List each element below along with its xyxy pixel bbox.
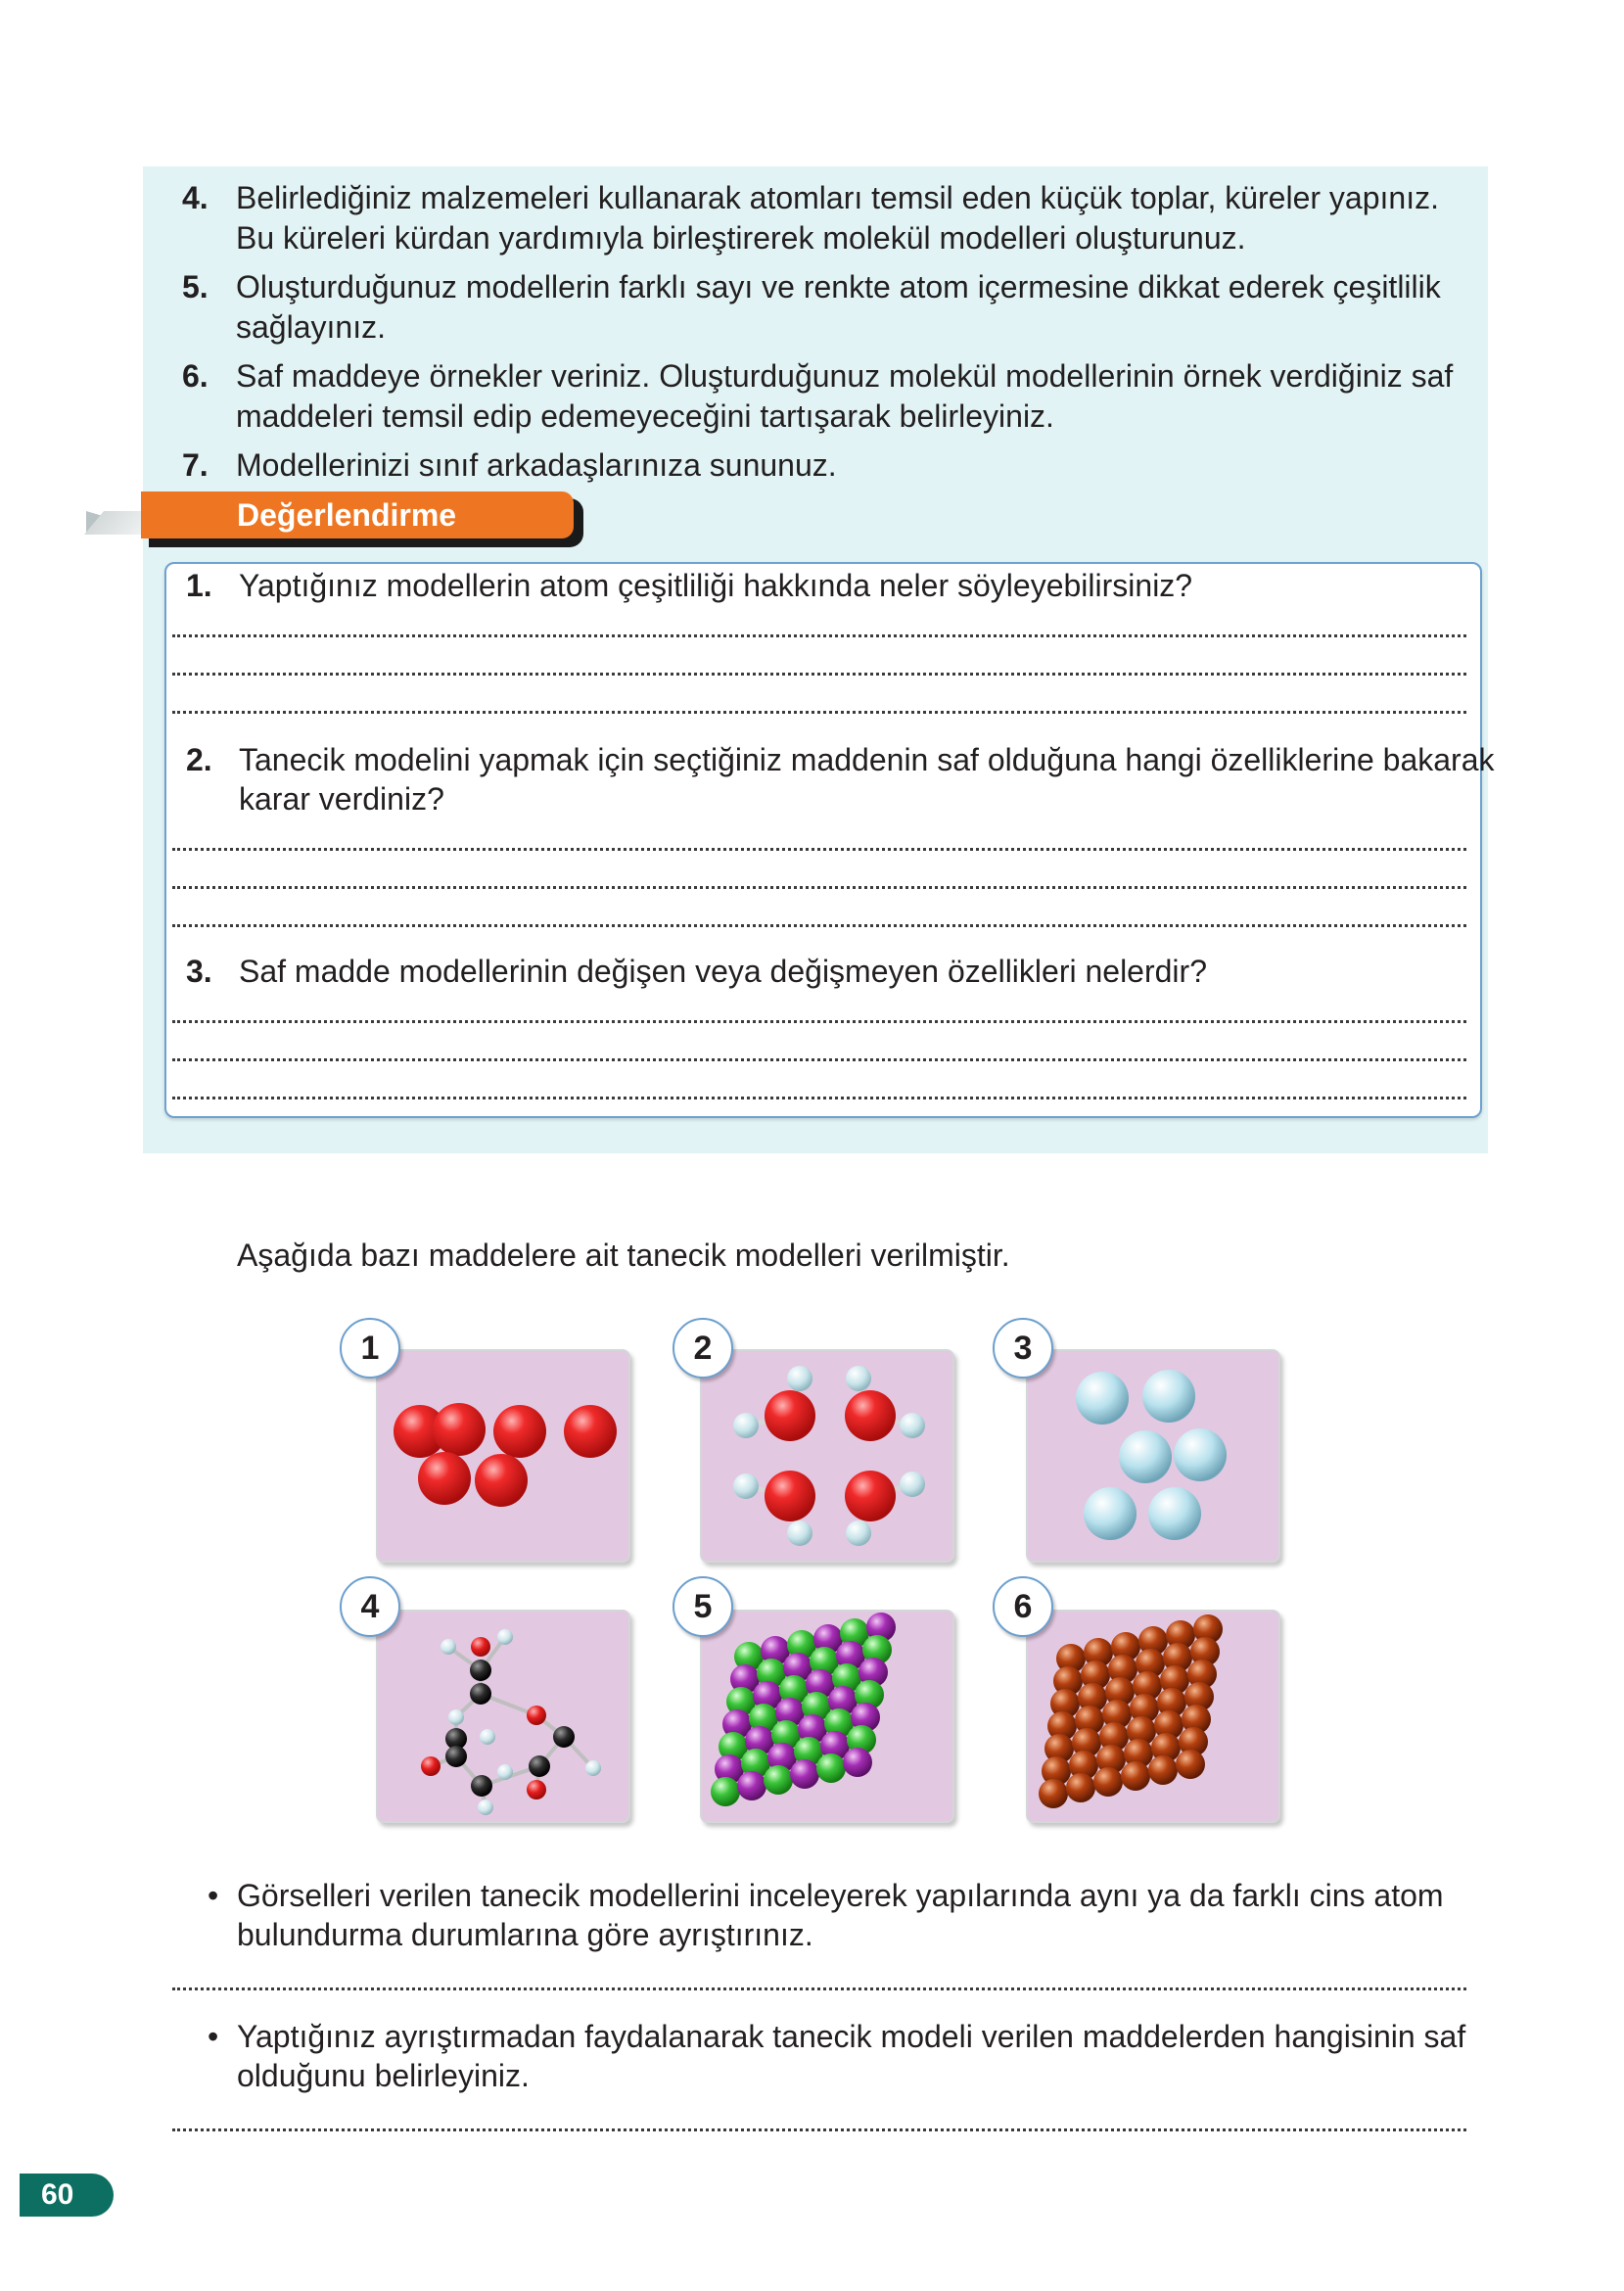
atom-red [564, 1405, 617, 1458]
models-intro: Aşağıda bazı maddelere ait tanecik modelleri verilmiştir. [237, 1238, 1010, 1273]
atom-hydrogen [733, 1473, 759, 1499]
step-text: Modellerinizi sınıf arkadaşlarınıza sununuz. [236, 447, 837, 483]
particle-model-3 [1026, 1349, 1280, 1563]
step-item [182, 356, 1474, 437]
atom-carbon [445, 1746, 467, 1767]
answer-line[interactable] [172, 1058, 1466, 1061]
step-number: 7. [182, 447, 209, 483]
atom-oxygen [421, 1756, 441, 1776]
model-number-badge: 3 [993, 1318, 1053, 1379]
atom-light [1148, 1487, 1201, 1540]
question-item [186, 566, 1511, 605]
particle-model-2 [700, 1349, 954, 1563]
atom-hydrogen [480, 1729, 495, 1745]
atom-hydrogen [585, 1760, 601, 1776]
answer-line[interactable] [172, 711, 1466, 714]
model-4-illustration [378, 1612, 628, 1821]
atom-oxygen [845, 1390, 896, 1441]
atom-copper [1148, 1755, 1178, 1785]
atom-hydrogen [497, 1629, 513, 1645]
model-number-badge: 6 [993, 1576, 1053, 1637]
step-text: Oluşturduğunuz modellerin farklı sayı ve renkte atom içermesine dikkat ederek çeşitlilik sağlayınız. [236, 269, 1441, 345]
atom-light [1119, 1430, 1172, 1483]
atom-oxygen [845, 1471, 896, 1521]
atom-hydrogen [900, 1413, 925, 1438]
model-number-badge: 2 [673, 1318, 733, 1379]
evaluation-box [164, 562, 1482, 1118]
atom-hydrogen [497, 1764, 513, 1780]
atom-purple [737, 1771, 766, 1800]
model-number-badge: 4 [340, 1576, 400, 1637]
atom-purple [790, 1759, 819, 1789]
model-1-illustration [378, 1351, 628, 1561]
atom-oxygen [527, 1780, 546, 1800]
answer-line[interactable] [172, 1987, 1466, 1990]
atom-carbon [529, 1755, 550, 1777]
atom-hydrogen [787, 1520, 812, 1546]
question-text: Yaptığınız modellerin atom çeşitliliği hakkında neler söyleyebilirsiniz? [239, 568, 1193, 603]
atom-red [475, 1454, 528, 1507]
atom-copper [1121, 1761, 1150, 1791]
atom-oxygen [765, 1390, 815, 1441]
atom-carbon [470, 1683, 491, 1705]
question-number: 3. [186, 954, 212, 989]
answer-line[interactable] [172, 1097, 1466, 1099]
answer-line[interactable] [172, 848, 1466, 851]
answer-line[interactable] [172, 673, 1466, 676]
atom-light [1084, 1487, 1137, 1540]
step-item [182, 267, 1474, 348]
atom-oxygen [765, 1471, 815, 1521]
answer-line[interactable] [172, 2128, 1466, 2131]
answer-line[interactable] [172, 1020, 1466, 1023]
model-5-illustration [702, 1612, 952, 1821]
atom-light [1174, 1428, 1227, 1481]
particle-model-1 [376, 1349, 630, 1563]
atom-carbon [553, 1726, 575, 1748]
atom-red [433, 1403, 486, 1456]
model-6-illustration [1028, 1612, 1278, 1821]
bullet-symbol: • [208, 1878, 219, 1913]
answer-line[interactable] [172, 634, 1466, 637]
atom-copper [1176, 1750, 1205, 1779]
atom-carbon [470, 1660, 491, 1681]
atom-purple [843, 1748, 872, 1777]
atom-oxygen [471, 1637, 490, 1657]
step-number: 5. [182, 269, 209, 304]
atom-hydrogen [733, 1413, 759, 1438]
task-bullet [208, 2017, 1509, 2095]
atom-hydrogen [787, 1366, 812, 1391]
activity-steps [182, 178, 1474, 494]
atom-hydrogen [846, 1520, 871, 1546]
question-text: Tanecik modelini yapmak için seçtiğiniz maddenin saf olduğuna hangi özelliklerine bakarak karar verdiniz? [239, 742, 1495, 817]
atom-light [1142, 1370, 1195, 1423]
task-text: Görselleri verilen tanecik modellerini inceleyerek yapılarında aynı ya da farklı cins atom bulundurma durumlarına göre ayrıştırınız. [237, 1878, 1444, 1952]
particle-model-6 [1026, 1610, 1280, 1823]
step-text: Saf maddeye örnekler veriniz. Oluşturduğunuz molekül modellerinin örnek verdiğiniz saf maddeleri temsil edip edemeyeceğini tartışarak belirleyiniz. [236, 358, 1454, 434]
task-text: Yaptığınız ayrıştırmadan faydalanarak tanecik modeli verilen maddelerden hangisinin saf olduğunu belirleyiniz. [237, 2019, 1466, 2093]
question-text: Saf madde modellerinin değişen veya değişmeyen özellikleri nelerdir? [239, 954, 1207, 989]
step-item [182, 178, 1474, 258]
atom-copper [1039, 1779, 1068, 1808]
atom-hydrogen [448, 1709, 464, 1725]
step-number: 6. [182, 358, 209, 394]
page-number: 60 [20, 2174, 114, 2217]
question-item [186, 740, 1511, 818]
atom-carbon [471, 1775, 492, 1797]
question-item [186, 952, 1511, 991]
step-text: Belirlediğiniz malzemeleri kullanarak atomları temsil eden küçük toplar, küreler yapınız. Bu küreleri kürdan yardımıyla birleştirerek molekül modelleri oluşturunuz. [236, 180, 1439, 256]
answer-line[interactable] [172, 886, 1466, 889]
atom-light [1076, 1372, 1129, 1425]
atom-green [711, 1777, 740, 1806]
question-number: 1. [186, 568, 212, 603]
atom-green [816, 1753, 846, 1783]
model-2-illustration [702, 1351, 952, 1561]
answer-line[interactable] [172, 924, 1466, 927]
atom-hydrogen [846, 1366, 871, 1391]
particle-model-5 [700, 1610, 954, 1823]
atom-copper [1066, 1773, 1095, 1802]
atom-hydrogen [900, 1472, 925, 1497]
model-3-illustration [1028, 1351, 1278, 1561]
atom-hydrogen [441, 1639, 456, 1655]
particle-model-4 [376, 1610, 630, 1823]
step-number: 4. [182, 180, 209, 215]
atom-red [418, 1452, 471, 1505]
bullet-symbol: • [208, 2019, 219, 2054]
evaluation-heading: Değerlendirme [237, 497, 457, 533]
atom-green [764, 1765, 793, 1795]
atom-copper [1093, 1767, 1123, 1797]
step-item [182, 445, 1474, 486]
task-bullet [208, 1876, 1509, 1954]
atom-oxygen [527, 1706, 546, 1725]
question-number: 2. [186, 742, 212, 777]
model-number-badge: 5 [673, 1576, 733, 1637]
model-number-badge: 1 [340, 1318, 400, 1379]
atom-hydrogen [478, 1800, 493, 1815]
atom-red [493, 1405, 546, 1458]
